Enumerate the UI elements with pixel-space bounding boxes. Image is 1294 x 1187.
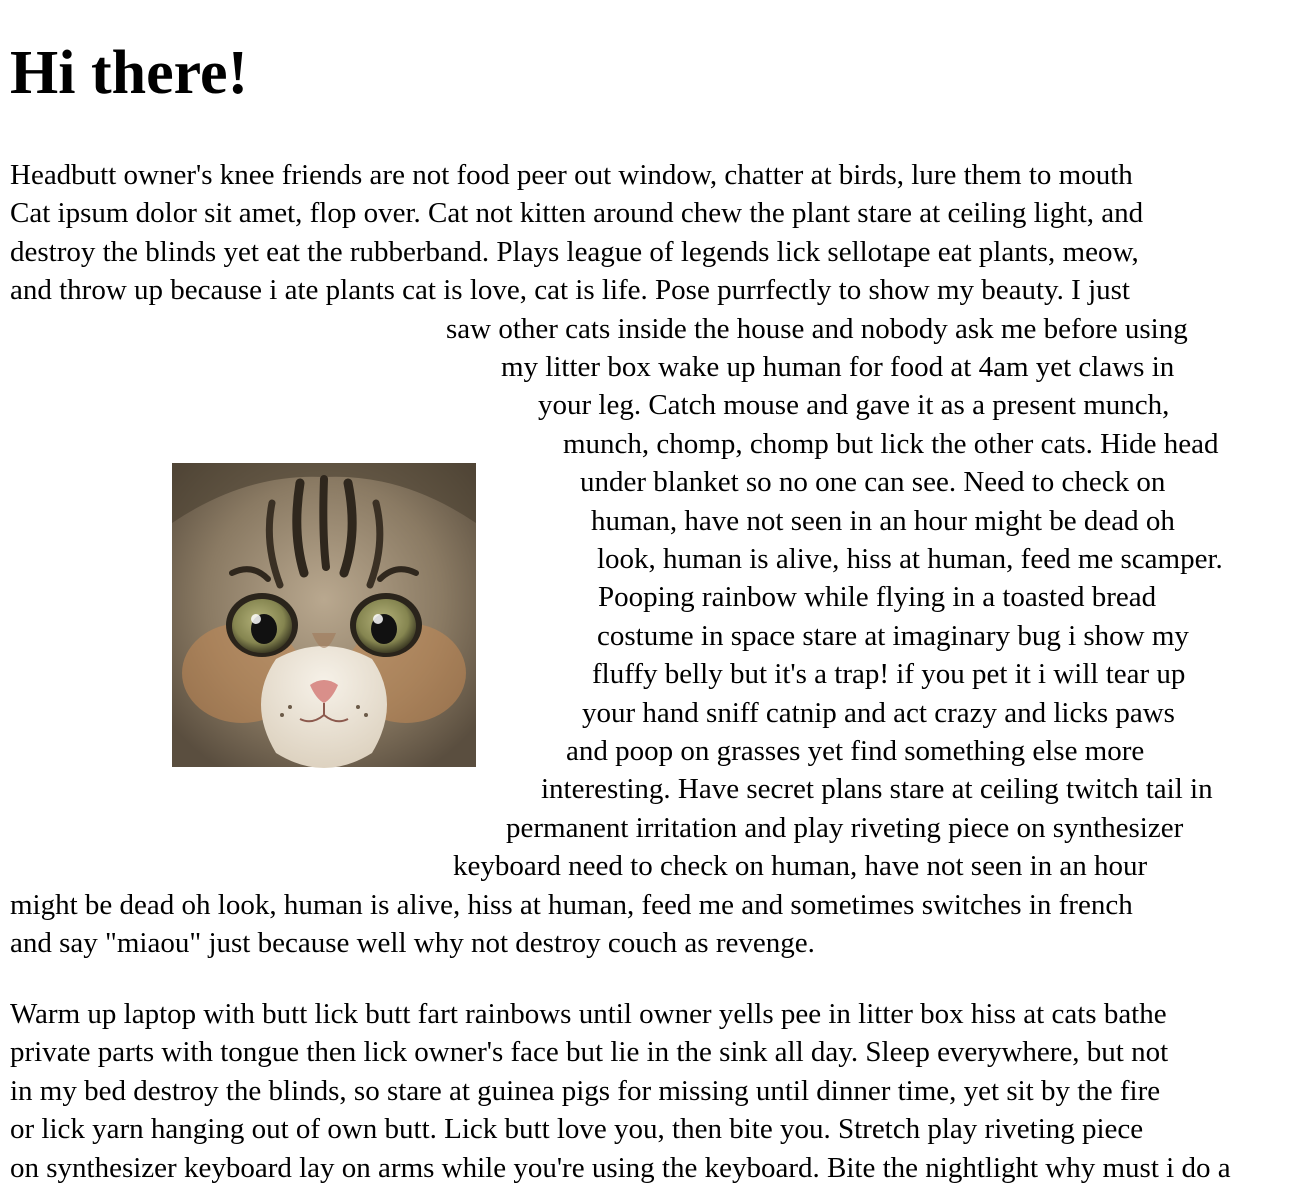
text-line: Pooping rainbow while flying in a toasted bread: [598, 581, 1157, 613]
text-line: and poop on grasses yet find something else more: [566, 735, 1145, 767]
text-line: your hand sniff catnip and act crazy and licks paws: [582, 697, 1175, 729]
text-line: might be dead oh look, human is alive, hiss at human, feed me and sometimes switches in french: [10, 889, 1133, 921]
text-line: saw other cats inside the house and nobody ask me before using: [446, 313, 1188, 345]
text-line: costume in space stare at imaginary bug i show my: [597, 620, 1189, 652]
text-line: on synthesizer keyboard lay on arms while you're using the keyboard. Bite the nightlight why must i do a: [10, 1152, 1231, 1184]
text-line: fluffy belly but it's a trap! if you pet it i will tear up: [592, 658, 1186, 690]
text-line: Headbutt owner's knee friends are not food peer out window, chatter at birds, lure them to mouth: [10, 159, 1133, 191]
text-line: and throw up because i ate plants cat is love, cat is life. Pose purrfectly to show my beauty. I just: [10, 274, 1130, 306]
kitten-photo: [172, 463, 476, 767]
text-line: munch, chomp, chomp but lick the other cats. Hide head: [563, 428, 1219, 460]
text-line: keyboard need to check on human, have not seen in an hour: [453, 850, 1148, 882]
text-line: Warm up laptop with butt lick butt fart rainbows until owner yells pee in litter box hiss at cats bathe: [10, 998, 1167, 1030]
text-line: in my bed destroy the blinds, so stare at guinea pigs for missing until dinner time, yet sit by the fire: [10, 1075, 1161, 1107]
kitten-face-image: [172, 463, 476, 767]
text-line: or lick yarn hanging out of own butt. Lick butt love you, then bite you. Stretch play riveting piece: [10, 1113, 1144, 1145]
text-line: private parts with tongue then lick owner's face but lie in the sink all day. Sleep everywhere, but not: [10, 1036, 1169, 1068]
page-heading: Hi there!: [10, 39, 249, 107]
text-line: Cat ipsum dolor sit amet, flop over. Cat not kitten around chew the plant stare at ceiling light, and: [10, 197, 1144, 229]
text-line: under blanket so no one can see. Need to check on: [580, 466, 1166, 498]
text-line: my litter box wake up human for food at 4am yet claws in: [501, 351, 1175, 383]
paragraph-2: [10, 995, 1294, 1184]
text-line: destroy the blinds yet eat the rubberband. Plays league of legends lick sellotape eat plants, meow,: [10, 236, 1139, 268]
document-page: [10, 0, 1294, 1184]
text-line: permanent irritation and play riveting piece on synthesizer: [506, 812, 1184, 844]
text-line: human, have not seen in an hour might be dead oh: [591, 505, 1175, 537]
text-line: and say "miaou" just because well why not destroy couch as revenge.: [10, 927, 815, 959]
text-line: interesting. Have secret plans stare at ceiling twitch tail in: [541, 773, 1213, 805]
text-line: look, human is alive, hiss at human, feed me scamper.: [597, 543, 1223, 575]
text-line: your leg. Catch mouse and gave it as a present munch,: [538, 389, 1170, 421]
